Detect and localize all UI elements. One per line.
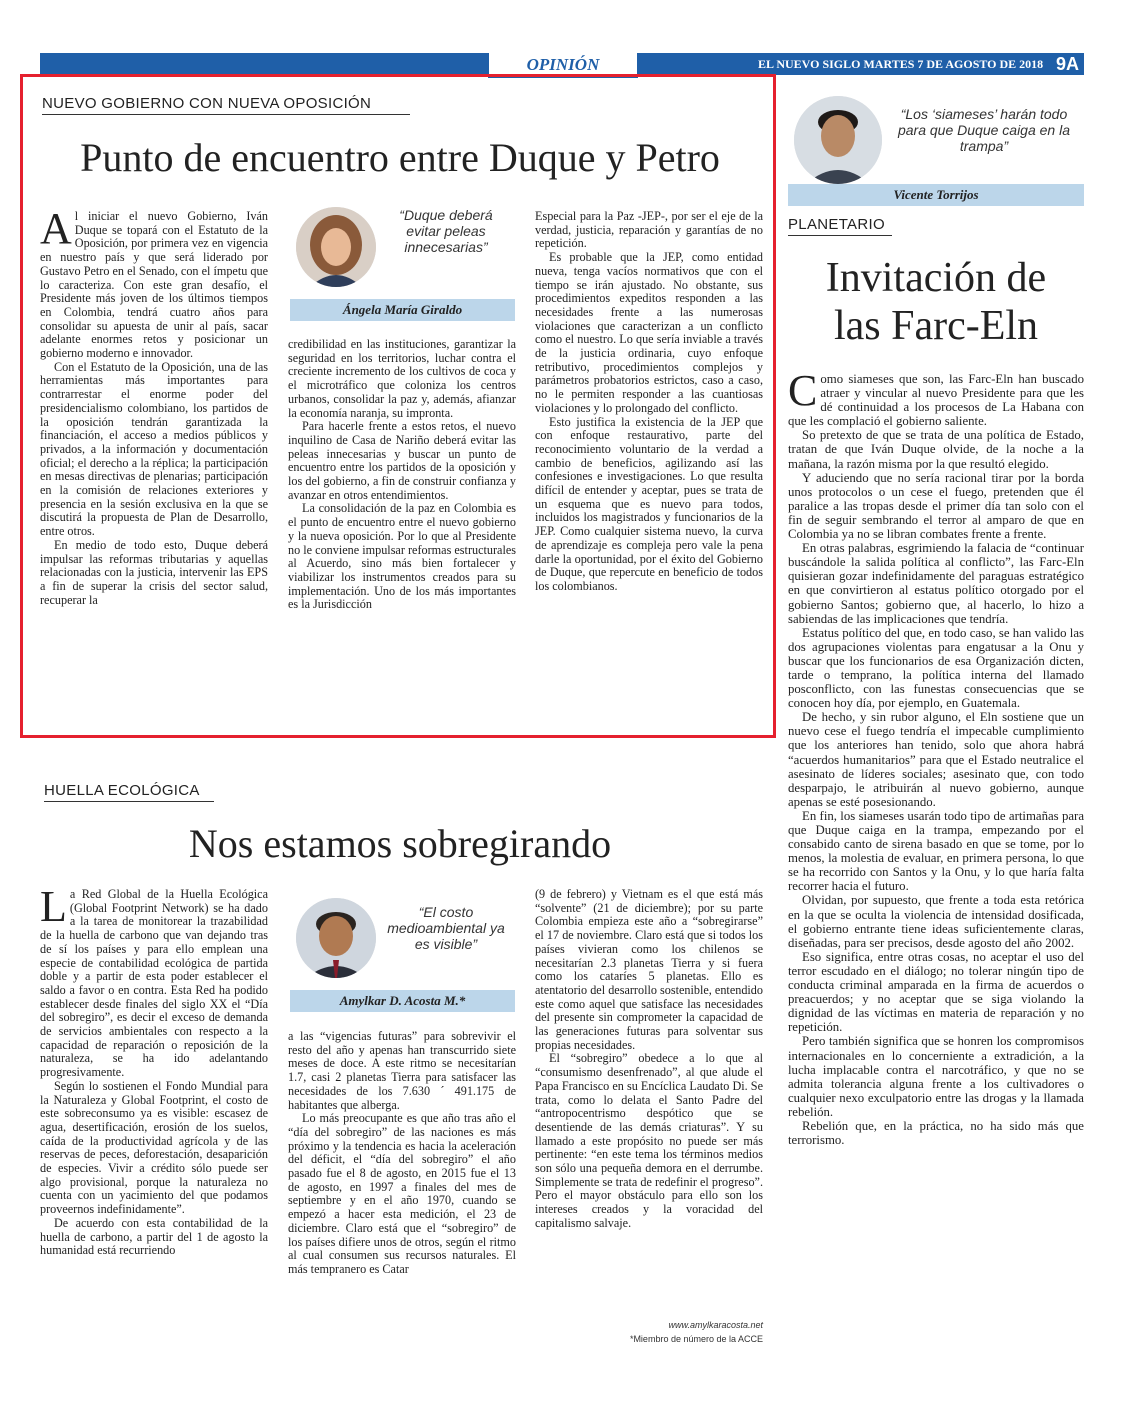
article1-author: Ángela María Giraldo xyxy=(290,299,515,321)
article3-paragraph: En fin, los siameses usarán todo tipo de artimañas para que Duque caiga en la trampa, empezando por el consabido canto de sirena basado en que se tome, por lo menos, la molestia de evaluar, en primera persona, lo que se ha recorrido con Santos y la Onu, y lo que haría falta recorrer hacia el futuro. xyxy=(788,808,1084,894)
article2-paragraph: De acuerdo con esta contabilidad de la huella de carbono, a partir del 1 de agosto la humanidad está recurriendo xyxy=(40,1215,268,1258)
article2-paragraph: El “sobregiro” obedece a lo que al “consumismo desenfrenado”, al que alude el Papa Francisco en su Encíclica Laudato Di. Se trata, como lo delata el Santo Padre del “antropocentrismo despótico que se desentiende de las demás criaturas”. Y su llamado a este propósito no puede ser más pertinente: “en este tema los términos medios son sólo una pequeña demora en el derrumbe. Simplemente se trata de redefinir el progreso”. Pero el mayor obstáculo para ello son los intereses creados y la voracidad del capitalismo salvaje. xyxy=(535,1051,763,1230)
article1-pull-quote: “Duque deberá evitar peleas innecesarias” xyxy=(399,207,493,255)
article2-column-1 xyxy=(40,882,268,1258)
article1-quote-box xyxy=(290,203,515,321)
article1-dropcap: A xyxy=(40,204,72,253)
article3-body xyxy=(788,366,1084,1148)
article3-paragraph: So pretexto de que se trata de una política de Estado, tratan de que Iván Duque olvide, de la noche a la mañana, la razón misma por la que resultó elegido. xyxy=(788,428,1084,471)
article3-paragraph: Olvidan, por supuesto, que frente a toda esta retórica en la que se oculta la violencia de intensidad dosificada, el gobierno entrante tiene ideas suficientemente claras, diseñadas, para ser precisos, desde agosto del año 2002. xyxy=(788,893,1084,950)
article3-headline-line: las Farc-Eln xyxy=(833,303,1039,349)
author-portrait-angela xyxy=(296,207,376,287)
article1-paragraph: Esto justifica la existencia de la JEP que con enfoque restaurativo, parte del reconocimiento voluntario de la verdad a cambio de beneficios, agilizando así las confesiones e investigaciones. Lo que resulta difícil de entender y aceptar, pues se trata de un esquema que es nuevo para todos, incluidos los magistrados y funcionarios de la JEP. Como cualquier sistema nuevo, la curva de aprendizaje es compleja pero vale la pena darle la oportunidad, por el éxito del Gobierno de Duque, que repercute en beneficio de todos los colombianos. xyxy=(535,414,763,593)
article1-paragraph: En medio de todo esto, Duque deberá impulsar las reformas tributarias y aquellas relacionadas con la justicia, intervenir las EPS a fin de superar la crisis del sector salud, recuperar la xyxy=(40,537,268,607)
article3-paragraph: omo siameses que son, las Farc-Eln han buscado atraer y vincular al nuevo Presidente para que les dé continuidad a los procesos de La Habana con que les complació el gobierno saliente. xyxy=(788,372,1084,429)
article1-paragraph: La consolidación de la paz en Colombia es el punto de encuentro entre el nuevo gobierno y la nueva oposición. Por lo que al Presidente no le conviene impulsar reformas estructurales al Acuerdo, sino más bien fortalecer y viabilizar los instrumentos creados para su implementación. Uno de los más importantes es la Jurisdicción xyxy=(288,501,516,612)
article2-pull-quote: “El costo medioambiental ya es visible” xyxy=(387,904,505,952)
article2-author: Amylkar D. Acosta M.* xyxy=(290,990,515,1012)
article1-column-3 xyxy=(535,210,763,594)
article1-paragraph: Para hacerle frente a estos retos, el nuevo inquilino de Casa de Nariño deberá evitar las peleas innecesarias y buscar un punto de encuentro entre los partidos de la oposición y los del gobierno, a fin de construir confianza y avanzar en otros entendimientos. xyxy=(288,419,516,502)
article1-kicker: NUEVO GOBIERNO CON NUEVA OPOSICIÓN xyxy=(42,95,410,115)
article2-column-2 xyxy=(288,1030,516,1277)
article3-headline xyxy=(788,254,1084,350)
article2-headline: Nos estamos sobregirando xyxy=(188,821,612,866)
article3-paragraph: Pero también significa que se honren los compromisos internacionales en lo concerniente a extradición, a la lucha implacable contra el narcotráfico, y que no se admita tolerancia alguna frente a los cultivadores o cualquier nexo exculpatorio entre las drogas y la llamada rebelión. xyxy=(788,1034,1084,1119)
article1-paragraph: Especial para la Paz -JEP-, por ser el eje de la verdad, justicia, reparación y garantías de no repetición. xyxy=(535,209,763,251)
article2-paragraph: Lo más preocupante es que año tras año el “día del sobregiro” de las naciones es más próximo y la tendencia es hacia la aceleración del déficit, el “día del sobregiro” el año pasado fue el 8 de agosto, en 2015 fue el 13 de agosto, en 1997 a finales del mes de septiembre y en el año 1970, cuando se empezó a hacer esta medición, el 23 de diciembre. Claro está que el “sobregiro” de los países difiere unos de otros, según el ritmo al cual consumen sus recursos naturales. El más tempranero es Catar xyxy=(288,1111,516,1276)
author-portrait-amylkar xyxy=(296,898,376,978)
article2-quote-box xyxy=(290,890,515,1014)
article2-dropcap: L xyxy=(40,882,67,931)
article1-paragraph: Es probable que la JEP, como entidad nueva, tenga vacíos normativos que con el tiempo se irán ajustado. No obstante, sus procedimientos expeditos responden a las necesidades frente a las numerosas violaciones que caracterizan a un conflicto como el nuestro. Lo que sería inviable a través de la justicia ordinaria, cuyo enfoque retributivo, procedimientos complejos y parámetros probatorios estrictos, caso a caso, no le permiten responder a las cuantiosas violaciones y lo prolongado del conflicto. xyxy=(535,250,763,415)
article1-paragraph: credibilidad en las instituciones, garantizar la seguridad en los territorios, luchar contra el creciente incremento de los cultivos de coca y el microtráfico que coloniza los centros urbanos, consolidar la paz y, además, afianzar la economía naranja, su impronta. xyxy=(288,337,516,420)
article3-paragraph: Y aduciendo que no sería racional tirar por la borda unos protocolos o un cese el fuego, pretenden que él paralice a las tropas desde el primer día tan solo con el fin de seguir sembrando el terror al amparo de que en Colombia ya no se libran combates frente a frente. xyxy=(788,470,1084,542)
article3-dropcap: C xyxy=(788,366,818,415)
article2-paragraph: a Red Global de la Huella Ecológica (Global Footprint Network) se ha dado a la tarea de monitorear la trazabilidad de la huella de carbono que van dejando tras de sí los países y para ello emplean una especie de contabilidad ecológica de partida doble y a partir de esta poder establecer el saldo a favor o en contra. Esta Red ha podido establecer desde finales del siglo XX el “Día del sobregiro”, es decir el exceso de demanda de servicios ambientales con respecto a la capacidad de reparación o reposición de la naturaleza, se ha ido adelantando progresivamente. xyxy=(40,887,268,1080)
article3-paragraph: En otras palabras, esgrimiendo la falacia de “continuar buscándole la salida política al conflicto”, las Farc-Eln quisieran gozar indefinidamente del paraguas estratégico en que convirtieron al estatus político otorgado por el gobierno Santos; gobierno que, al hacerlo, lo hizo a sabiendas de las implicaciones que tendría. xyxy=(788,541,1084,626)
page-number: 9A xyxy=(1056,54,1080,74)
article3-headline-line: Invitación de xyxy=(825,255,1047,301)
article3-paragraph: De hecho, y sin rubor alguno, el Eln sostiene que un nuevo cese el fuego tendría el impecable cumplimiento que los anteriores han tenido, solo que ahora habrá “acuerdos humanitarios” para que el Estado neutralice el asesinato de líderes sociales; asesinato que, con todo desparpajo, le atribuirán al nuevo gobierno, aunque apenas se esté posesionando. xyxy=(788,710,1084,809)
article2-website: www.amylkaracosta.net xyxy=(668,1320,763,1330)
article1-headline: Punto de encuentro entre Duque y Petro xyxy=(80,135,720,180)
section-label: OPINIÓN xyxy=(488,53,638,78)
article2-footnote: *Miembro de número de la ACCE xyxy=(629,1334,763,1344)
article1-column-2 xyxy=(288,338,516,612)
article3-pull-quote: “Los ‘siameses’ harán todo para que Duque caiga en la trampa” xyxy=(897,106,1071,154)
article3-author: Vicente Torrijos xyxy=(788,184,1084,206)
article2-paragraph: a las “vigencias futuras” para sobrevivir el resto del año y apenas han transcurrido siete meses de doce. A este ritmo se necesitarían 1.7, casi 2 planetas Tierra para satisfacer las necesidades de los 7.630 ´ 491.175 de habitantes que alberga. xyxy=(288,1029,516,1112)
article3-paragraph: Estatus político del que, en todo caso, se han valido las dos agrupaciones violentas para engatusar a la Onu y buscar que los funcionarios de esa Organización dicten, tarde o temprano, la política interna del llamado posconflicto, con las funestas consecuencias que se conocen hoy día, por ejemplo, en Guatemala. xyxy=(788,625,1084,711)
article3-kicker: PLANETARIO xyxy=(788,216,892,236)
article2-paragraph: (9 de febrero) y Vietnam es el que está más “solvente” (21 de diciembre); por su parte Colombia empieza este año a “sobregirarse” el 17 de noviembre. Claro está que si todos los países vivieran como los chilenos se necesitarían 2.3 planetas Tierra y si fuera como los cataríes 5 planetas. Ello es atentatorio del desarrollo sostenible, entendido este como aquel que satisface las necesidades del presente sin comprometer la capacidad de las generaciones futuras para solventar sus propias necesidades. xyxy=(535,887,763,1052)
article2-column-3 xyxy=(535,888,763,1231)
author-portrait-vicente xyxy=(794,96,882,184)
article2-paragraph: Según lo sostienen el Fondo Mundial para la Naturaleza y Global Footprint, el costo de este sobreconsumo ya es visible: escasez de agua, desertificación, erosión de los suelos, caída de la productividad agrícola y de las reservas de peces, deforestación, desaparición de especies. Vivir a crédito sólo puede ser algo provisional, porque la naturaleza no cuenta con un yacimiento del que podamos proveernos indefinidamente”. xyxy=(40,1078,268,1217)
article3-paragraph: Eso significa, entre otras cosas, no aceptar el uso del terror escudado en el diálogo; no tolerar ningún tipo de conducta criminal amparada en la firma de acuerdos o preacuerdos; y no aceptar que se siga violando la dignidad de las víctimas en materia de reparación y no repetición. xyxy=(788,949,1084,1035)
article1-paragraph: Con el Estatuto de la Oposición, una de las herramientas más importantes para contrarrestar el enorme poder del presidencialismo colombiano, los partidos de la oposición tendrán garantizada la financiación, el acceso a medios públicos y privados, a la información y documentación oficial; el derecho a la réplica; la participación en mesas directivas de plenarias; participación en la comisión de relaciones exteriores y presencia en la sesión exclusiva en la que se discutirá la propuesta de Plan de Desarrollo, entre otros. xyxy=(40,359,268,539)
article2-kicker: HUELLA ECOLÓGICA xyxy=(44,782,214,802)
article3-quote-box xyxy=(788,92,1084,207)
article1-column-1 xyxy=(40,204,268,607)
paper-date-line: EL NUEVO SIGLO MARTES 7 DE AGOSTO DE 2018 xyxy=(758,57,1044,71)
article3-paragraph: Rebelión que, en la práctica, no ha sido más que terrorismo. xyxy=(788,1118,1084,1148)
article1-paragraph: l iniciar el nuevo Gobierno, Iván Duque se topará con el Estatuto de la Oposición, por primera vez en vigencia en nuestro país y que será liderado por Gustavo Petro en el Senado, con el ímpetu que lo caracteriza. Con este gran desafío, el Presidente más joven de los últimos tiempos en Colombia, tendrá cuatro años para consolidar su apuesta de unir al país, sacar adelante enormes retos y posicionar un gobierno moderno e innovador. xyxy=(40,209,268,361)
